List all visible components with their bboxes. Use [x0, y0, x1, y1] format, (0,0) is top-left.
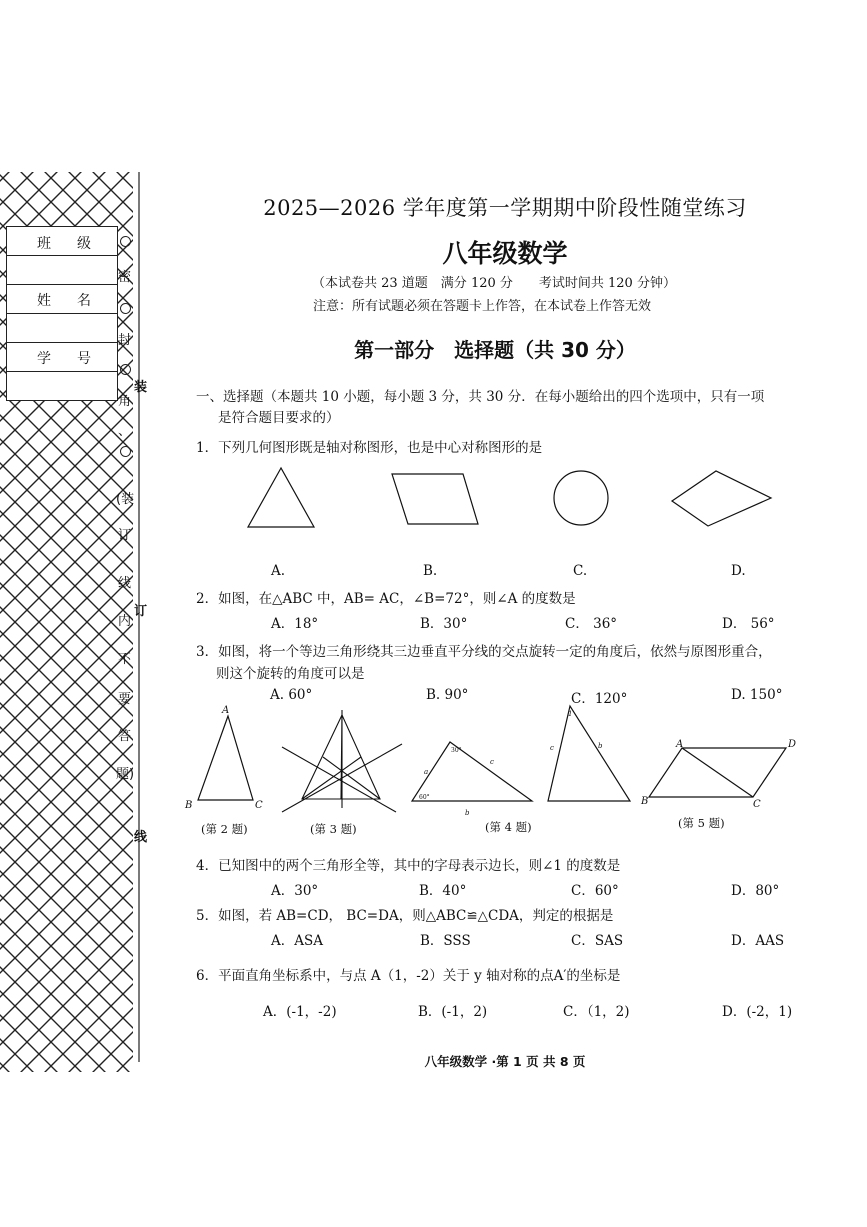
- question-4: 4．已知图中的两个三角形全等，其中的字母表示边长，则∠1 的度数是: [196, 858, 621, 874]
- figure-3: [282, 710, 402, 812]
- fig2-label-a: A: [222, 705, 230, 716]
- parallelogram-shape: [392, 474, 478, 524]
- seal-char: 封: [118, 333, 132, 348]
- exam-info: （本试卷共 23 道题 满分 120 分 考试时间共 120 分钟）: [312, 276, 676, 291]
- q5-option-d[interactable]: D．AAS: [731, 933, 785, 949]
- figure-4-caption: (第 4 题): [485, 820, 532, 834]
- circle-shape: [554, 471, 608, 525]
- page-footer: 八年级数学 ·第 1 页 共 8 页: [424, 1054, 586, 1069]
- q5-option-c[interactable]: C．SAS: [571, 933, 624, 949]
- q4-option-c[interactable]: C．60°: [571, 883, 619, 899]
- seal-char: 线: [118, 576, 132, 591]
- q2-option-d[interactable]: D． 56°: [722, 616, 775, 632]
- fig2-label-b: B: [185, 800, 193, 811]
- exam-notice: 注意：所有试题必须在答题卡上作答，在本试卷上作答无效: [313, 299, 652, 314]
- q3-option-d[interactable]: D. 150°: [731, 687, 783, 703]
- q6-option-b[interactable]: B．(-1，2): [418, 1004, 488, 1020]
- q6-option-a[interactable]: A．(-1，-2): [263, 1004, 337, 1020]
- q2-option-c[interactable]: C． 36°: [565, 616, 618, 632]
- section-instruction: 一、选择题（本题共 10 小题，每小题 3 分，共 30 分．在每小题给出的四个选项中，只有一项: [196, 389, 765, 405]
- seal-char: 题): [116, 767, 135, 782]
- fig5-label-b: B: [641, 796, 649, 807]
- name-blank[interactable]: [7, 313, 117, 314]
- q6-option-c[interactable]: C．（1，2): [563, 1004, 630, 1020]
- section-title: 第一部分 选择题（共 30 分）: [354, 338, 636, 362]
- seal-circle: [120, 303, 131, 314]
- q1-shapes: [240, 466, 780, 536]
- figure-2-caption: (第 2 题): [201, 822, 248, 836]
- figures-row: [180, 700, 810, 815]
- fig4-label: c: [490, 758, 494, 766]
- side-char: 线: [134, 830, 148, 845]
- q5-option-a[interactable]: A．ASA: [271, 933, 323, 949]
- id-label: 学号: [37, 351, 117, 367]
- q6-option-d[interactable]: D．(-2，1): [722, 1004, 793, 1020]
- fig5-label-c: C: [753, 799, 761, 810]
- q2-option-a[interactable]: A．18°: [271, 616, 319, 632]
- name-label: 姓名: [37, 293, 117, 309]
- name-label-row: [7, 284, 117, 312]
- figure-2: [184, 705, 263, 811]
- q3-option-a[interactable]: A. 60°: [270, 687, 313, 703]
- q3-option-b[interactable]: B. 90°: [426, 687, 469, 703]
- question-2: 2．如图，在△ABC 中，AB= AC，∠B=72°，则∠A 的度数是: [196, 591, 576, 607]
- seal-char: 内: [118, 614, 132, 629]
- id-blank[interactable]: [7, 371, 117, 372]
- figure-5-caption: (第 5 题): [678, 816, 725, 830]
- q3-option-c[interactable]: C．120°: [571, 691, 628, 707]
- question-3: 3．如图，将一个等边三角形绕其三边垂直平分线的交点旋转一定的角度后，依然与原图形重合，: [196, 644, 772, 660]
- q4-option-a[interactable]: A．30°: [271, 883, 319, 899]
- fig4-label: 30°: [451, 747, 462, 754]
- fig4-label: b: [598, 742, 603, 750]
- fig4-label: c: [550, 744, 554, 752]
- section-instruction-2: 是符合题目要求的）: [218, 410, 340, 426]
- seal-char: 不: [118, 652, 132, 667]
- exam-title: 2025—2026 学年度第一学期期中阶段性随堂练习: [263, 196, 747, 220]
- seal-char: 角: [118, 394, 132, 409]
- fig4-label: b: [465, 809, 470, 817]
- seal-char: 要: [118, 692, 132, 707]
- question-3-line-2: 则这个旋转的角度可以是: [216, 666, 365, 682]
- question-6: 6．平面直角坐标系中，与点 A（1，-2）关于 y 轴对称的点A′的坐标是: [196, 968, 621, 984]
- seal-char: 订: [118, 528, 132, 543]
- seal-char: 、: [118, 424, 132, 439]
- seal-char: 密: [118, 270, 132, 285]
- fig5-label-d: D: [788, 739, 797, 750]
- seal-char: 答: [118, 729, 132, 744]
- q5-option-b[interactable]: B．SSS: [420, 933, 471, 949]
- fig4-label: 1: [568, 710, 573, 718]
- subject-title: 八年级数学: [442, 239, 568, 268]
- side-char: 装: [134, 380, 148, 395]
- q4-option-d[interactable]: D．80°: [731, 883, 780, 899]
- question-1: 1．下列几何图形既是轴对称图形，也是中心对称图形的是: [196, 440, 543, 456]
- class-label: 班级: [37, 236, 117, 252]
- q1-option-c[interactable]: C.: [573, 563, 588, 579]
- rhombus-shape: [672, 471, 771, 526]
- q1-option-a[interactable]: A.: [271, 563, 286, 579]
- figure-3-caption: (第 3 题): [310, 822, 357, 836]
- q1-option-d[interactable]: D.: [731, 563, 746, 579]
- fig2-label-c: C: [255, 800, 263, 811]
- fig5-label-a: A: [676, 739, 684, 750]
- fig4-label: 60°: [419, 794, 430, 801]
- fig4-label: a: [424, 768, 429, 776]
- triangle-shape: [248, 468, 314, 527]
- question-5: 5．如图，若 AB=CD， BC=DA，则△ABC≌△CDA，判定的根据是: [196, 908, 614, 924]
- figure-4: [412, 706, 630, 817]
- seal-circle: [120, 364, 131, 375]
- seal-char: (装: [116, 492, 135, 507]
- figure-5: [640, 739, 796, 810]
- seal-circle: [120, 446, 131, 457]
- q2-option-b[interactable]: B．30°: [420, 616, 468, 632]
- side-char: 订: [134, 604, 148, 619]
- q1-option-b[interactable]: B.: [423, 563, 438, 579]
- q4-option-b[interactable]: B．40°: [419, 883, 467, 899]
